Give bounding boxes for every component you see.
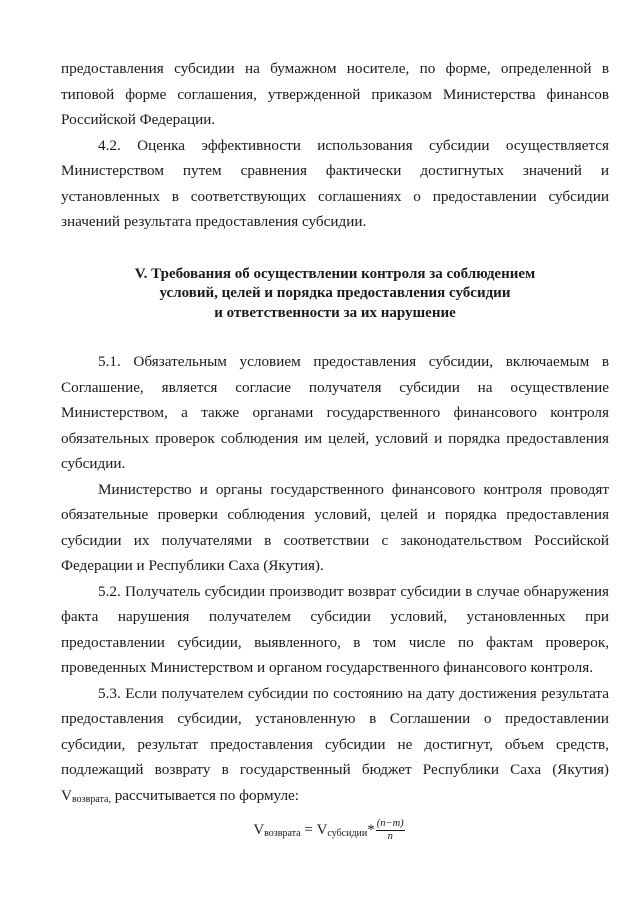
section-heading-line-3: и ответственности за их нарушение (214, 304, 456, 321)
paragraph-5-3-text: 5.3. Если получателем субсидии по состоянию на дату достижения результата предоставления субсидии, установленную в Соглашении о предоставлении субсидии, результат предоставления субсидии не достигнут, объем средств, подлежащий возврату в государственный бюджет Республики Саха (Якутия) V (61, 684, 609, 804)
formula-lhs-subscript: возврата (264, 827, 301, 839)
formula-times: * (367, 821, 375, 838)
formula-rhs-symbol: V (316, 821, 328, 838)
paragraph-5-2: 5.2. Получатель субсидии производит возврат субсидии в случае обнаружения факта нарушения получателем субсидии условий, установленных при предоставлении субсидии, выявленного, в том числе по фактам проверок, проведенных Министерством и органом государственного финансового контроля. (61, 582, 609, 676)
formula-lhs-symbol: V (253, 821, 265, 838)
paragraph-continuation: предоставления субсидии на бумажном носителе, по форме, определенной в типовой форме соглашения, утвержденной приказом Министерства финансов Российской Федерации. (61, 60, 609, 128)
paragraph-5-3-tail: рассчитывается по формуле: (110, 786, 300, 804)
section-heading-line-2: условий, целей и порядка предоставления субсидии (159, 285, 511, 301)
formula-fraction (376, 818, 405, 843)
paragraph-4-2: 4.2. Оценка эффективности использования субсидии осуществляется Министерством путем сравнения фактически достигнутых значений и установленных в соответствующих соглашениях о предоставлении субсидии значений результата предоставления субсидии. (61, 136, 609, 230)
formula-rhs-subscript: субсидии (327, 827, 368, 839)
paragraph-5-3-subscript: возврата, (71, 793, 111, 805)
formula-denominator: n (387, 831, 393, 842)
paragraph-5-1: 5.1. Обязательным условием предоставления субсидии, включаемым в Соглашение, является согласие получателя субсидии на осуществление Министерством, а также органами государственного финансового контроля обязательных проверок соблюдения им целей, условий и порядка предоставления субсидии. (61, 353, 609, 472)
refund-formula (55, 818, 603, 844)
formula-numerator: (n−m) (376, 818, 404, 829)
formula-equals: = (300, 821, 317, 838)
section-heading-line-1: V. Требования об осуществлении контроля за соблюдением (134, 265, 536, 282)
document-body (61, 56, 609, 844)
paragraph-5-3 (61, 681, 609, 813)
paragraph-ministry-checks: Министерство и органы государственного финансового контроля проводят обязательные проверки соблюдения условий, целей и порядка предоставления субсидии их получателями в соответствии с законодательством Российской Федерации и Республики Саха (Якутия). (61, 480, 609, 574)
section-heading (61, 265, 609, 324)
